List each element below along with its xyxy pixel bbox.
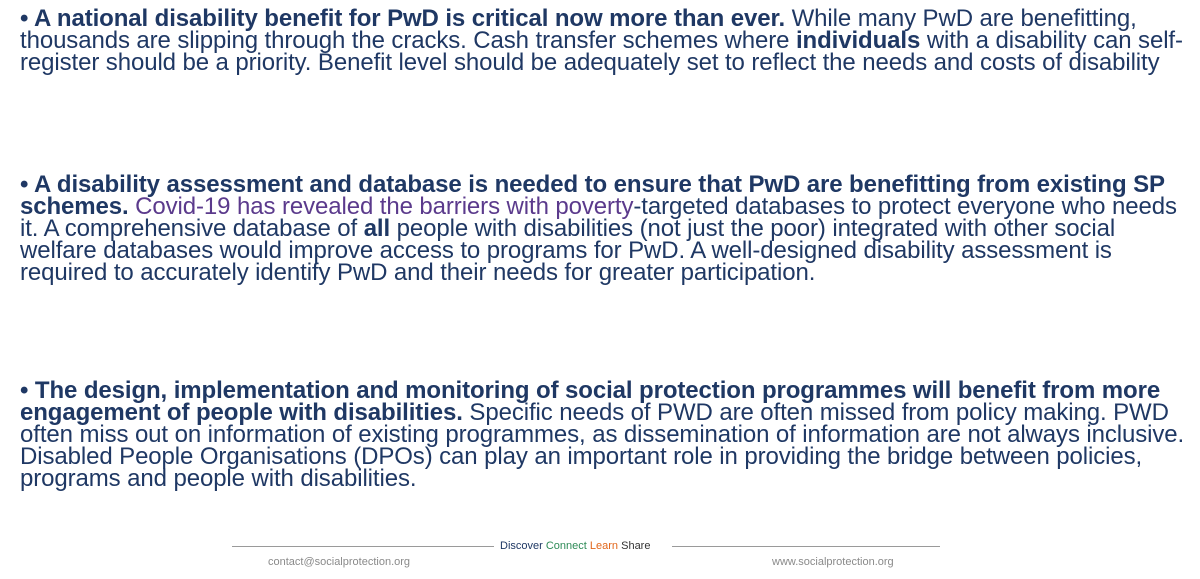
footer-divider-left bbox=[232, 546, 494, 547]
bullet-body-end: people with disabilities (not just the poor) integrated with other social welfare databases would improve access to programs for PwD. A well-designed disability assessment is required to accurately identify PwD and their needs for greater participation. bbox=[20, 215, 1116, 286]
bullet-heading: A disability assessment and database is needed to ensure that PwD are benefitting from existing SP schemes. bbox=[20, 171, 1165, 220]
bullet-marker: • bbox=[20, 5, 29, 32]
bullet-national-benefit bbox=[20, 5, 1192, 76]
bullet-heading: The design, implementation and monitoring of social protection programmes will benefit from more engagement of people with disabilities. bbox=[20, 377, 1161, 426]
footer-tagline bbox=[500, 540, 650, 552]
bullet-emphasis: individuals bbox=[795, 27, 921, 54]
bullet-heading: A national disability benefit for PwD is critical now more than ever. bbox=[28, 5, 786, 32]
bullet-emphasis: all bbox=[363, 215, 391, 242]
bullet-body-cont: with a disability can self-register should be a priority. Benefit level should be adequately set to reflect the needs and costs of disability bbox=[20, 27, 1183, 76]
footer-contact-email[interactable]: contact@socialprotection.org bbox=[268, 556, 411, 568]
bullet-body: Covid-19 has revealed the barriers with poverty bbox=[128, 193, 634, 220]
bullet-marker: • bbox=[20, 377, 29, 404]
bullet-body-cont: -targeted databases to protect everyone who needs it. A comprehensive database of bbox=[20, 193, 1177, 242]
footer-divider-right bbox=[672, 546, 940, 547]
tagline-connect: Connect bbox=[545, 540, 587, 552]
tagline-learn: Learn bbox=[589, 540, 619, 552]
bullet-body: Specific needs of PWD are often missed from policy making. PWD often miss out on information of existing programmes, as dissemination of information are not always inclusive. Disabled People Organisations (DPOs) can play an important role in providing the bridge between policies, programs and people with disabilities. bbox=[20, 399, 1185, 492]
bullet-engagement bbox=[20, 377, 1192, 492]
tagline-share: Share bbox=[621, 540, 651, 552]
bullet-body: While many PwD are benefitting, thousands are slipping through the cracks. Cash transfer schemes where bbox=[20, 5, 1137, 54]
footer-website-link[interactable]: www.socialprotection.org bbox=[772, 556, 894, 568]
tagline-discover: Discover bbox=[500, 540, 543, 552]
bullet-disability-assessment bbox=[20, 171, 1192, 286]
bullet-marker: • bbox=[20, 171, 29, 198]
